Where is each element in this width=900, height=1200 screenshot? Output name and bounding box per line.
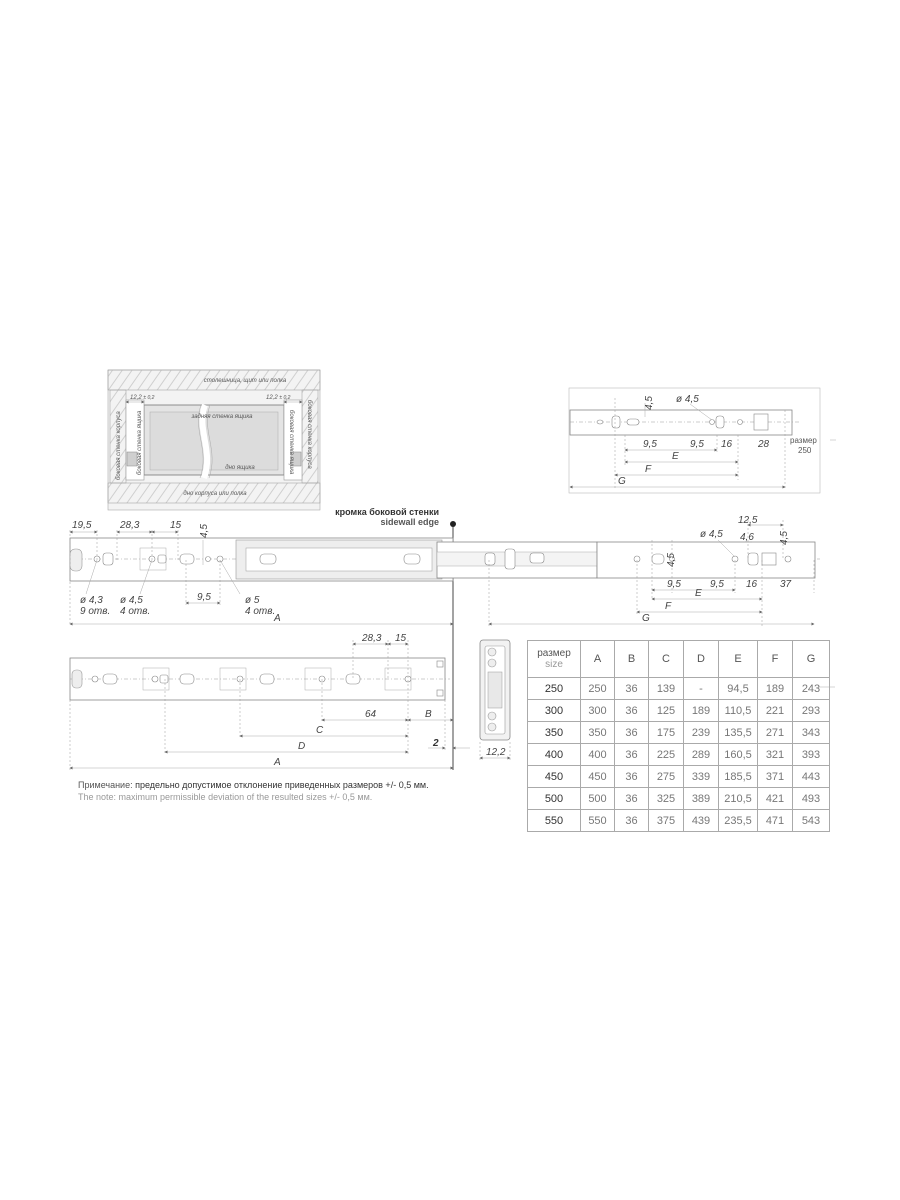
table-cell: 400	[581, 744, 615, 766]
table-cell: 439	[684, 810, 719, 832]
gap-left-label: 12,2 ± 0,2	[130, 395, 155, 401]
table-header-size-ru: размер	[537, 648, 571, 659]
dim-4-6: 4,6	[740, 532, 754, 543]
detail-dim-E: E	[672, 451, 679, 462]
table-cell: 36	[615, 722, 649, 744]
detail-dim-9-5-a: 9,5	[643, 439, 657, 450]
table-header-a: A	[581, 641, 615, 678]
table-row	[528, 678, 830, 700]
dim-dia-5: ø 5	[245, 595, 260, 606]
dim-28-3: 28,3	[120, 520, 140, 531]
table-cell: 389	[684, 788, 719, 810]
table-cell: 289	[684, 744, 719, 766]
detail-dim-G: G	[618, 476, 626, 487]
table-cell: 189	[758, 678, 793, 700]
table-cell: 36	[615, 788, 649, 810]
table-cell-size: 450	[528, 766, 581, 788]
note-en-text: maximum permissible deviation of the resulted sizes +/- 0,5 мм.	[118, 792, 373, 802]
drawer-side-right-label: боковая стенка ящика	[288, 410, 294, 475]
table-cell: 175	[649, 722, 684, 744]
detail-dim-9-5-b: 9,5	[690, 439, 704, 450]
table-cell: 443	[793, 766, 830, 788]
table-cell: 36	[615, 766, 649, 788]
table-row	[528, 744, 830, 766]
table-cell: 421	[758, 788, 793, 810]
table-header-g: G	[793, 641, 830, 678]
table-cell-size: 500	[528, 788, 581, 810]
size-table	[527, 640, 830, 832]
detail-dim-28: 28	[758, 439, 770, 450]
table-row	[528, 722, 830, 744]
detail-size-250	[569, 388, 836, 493]
sidewall-label-en: sidewall edge	[380, 517, 439, 527]
table-cell: 185,5	[719, 766, 758, 788]
dim-F-top: F	[665, 601, 672, 612]
table-cell-size: 300	[528, 700, 581, 722]
table-header-c: C	[649, 641, 684, 678]
table-cell: 550	[581, 810, 615, 832]
table-cell: 271	[758, 722, 793, 744]
table-header-size-en: size	[545, 659, 563, 670]
table-cell: 275	[649, 766, 684, 788]
table-cell: 125	[649, 700, 684, 722]
dim-9-holes: 9 отв.	[80, 606, 111, 617]
detail-dim-4-5: 4,5	[644, 396, 655, 410]
detail-dim-dia-4-5: ø 4,5	[676, 394, 699, 405]
lower-dim-gap: 2	[433, 738, 439, 749]
lower-dim-A: A	[274, 757, 281, 768]
table-header-e: E	[719, 641, 758, 678]
tolerance-note	[78, 779, 429, 803]
dim-E-top: E	[695, 588, 702, 599]
cabinet-bottom-label: дно корпуса или полка	[183, 491, 247, 497]
table-cell: 300	[581, 700, 615, 722]
dim-A-top: A	[274, 613, 281, 624]
slide-side-view	[70, 515, 820, 626]
table-cell: 210,5	[719, 788, 758, 810]
table-cell: 250	[581, 678, 615, 700]
rail-lower-view	[70, 633, 470, 770]
dim-9-5-left: 9,5	[197, 592, 211, 603]
table-cell: 543	[793, 810, 830, 832]
profile-width: 12,2	[486, 747, 506, 758]
lower-dim-B: B	[425, 709, 432, 720]
table-cell: 321	[758, 744, 793, 766]
lower-dim-28-3: 28,3	[362, 633, 382, 644]
table-cell: 471	[758, 810, 793, 832]
table-cell: 94,5	[719, 678, 758, 700]
drawer-bottom-label: дно ящика	[225, 465, 255, 471]
lower-dim-C: C	[316, 725, 324, 736]
rail-profile	[480, 640, 510, 762]
table-header-row	[528, 641, 830, 678]
table-header-b: B	[615, 641, 649, 678]
dim-9-5-right-a: 9,5	[667, 579, 681, 590]
drawer-side-left-label: боковая стенка ящика	[137, 410, 143, 475]
note-ru-text: предельно допустимое отклонение приведенных размеров +/- 0,5 мм.	[135, 780, 429, 790]
table-cell: 371	[758, 766, 793, 788]
table-header-d: D	[684, 641, 719, 678]
detail-size-label: размер	[790, 436, 817, 445]
table-row	[528, 788, 830, 810]
detail-size-value: 250	[798, 446, 812, 455]
dim-4-5-left: 4,5	[199, 524, 210, 538]
table-cell: 110,5	[719, 700, 758, 722]
table-cell: 325	[649, 788, 684, 810]
table-cell: 36	[615, 678, 649, 700]
lower-dim-64: 64	[365, 709, 377, 720]
note-en	[78, 791, 429, 803]
table-cell: 36	[615, 810, 649, 832]
table-cell: 293	[793, 700, 830, 722]
dim-4-holes-b: 4 отв.	[245, 606, 276, 617]
lower-dim-15: 15	[395, 633, 407, 644]
table-cell: 160,5	[719, 744, 758, 766]
table-header-size	[528, 641, 581, 678]
cabinet-top-label: столешница, щит или полка	[203, 378, 287, 384]
table-cell: 189	[684, 700, 719, 722]
table-cell: 135,5	[719, 722, 758, 744]
cabinet-side-left-label: боковая стенка корпуса	[116, 411, 122, 480]
note-en-prefix: The note:	[78, 792, 117, 802]
table-row	[528, 810, 830, 832]
table-cell: 350	[581, 722, 615, 744]
table-cell-size: 350	[528, 722, 581, 744]
lower-dim-D: D	[298, 741, 306, 752]
table-cell: 375	[649, 810, 684, 832]
table-cell: 243	[793, 678, 830, 700]
table-cell: 500	[581, 788, 615, 810]
dim-dia-4-5: ø 4,5	[120, 595, 143, 606]
table-cell: 235,5	[719, 810, 758, 832]
note-ru	[78, 779, 429, 791]
table-cell: 239	[684, 722, 719, 744]
dim-15: 15	[170, 520, 182, 531]
table-cell: 339	[684, 766, 719, 788]
detail-dim-16: 16	[721, 439, 733, 450]
gap-right-label: 12,2 ± 0,2	[266, 395, 291, 401]
dim-G-top: G	[642, 613, 650, 624]
dim-dia-4-3: ø 4,3	[80, 595, 103, 606]
dim-4-holes-a: 4 отв.	[120, 606, 151, 617]
table-cell: 225	[649, 744, 684, 766]
sidewall-label-ru: кромка боковой стенки	[335, 507, 439, 517]
table-cell-size: 550	[528, 810, 581, 832]
note-ru-prefix: Примечание:	[78, 780, 133, 790]
table-cell: 493	[793, 788, 830, 810]
dim-12-5: 12,5	[738, 515, 758, 526]
table-cell: 343	[793, 722, 830, 744]
table-cell: 36	[615, 700, 649, 722]
table-row	[528, 700, 830, 722]
cabinet-section	[108, 370, 320, 510]
table-cell-size: 400	[528, 744, 581, 766]
table-cell: -	[684, 678, 719, 700]
table-cell: 393	[793, 744, 830, 766]
cabinet-side-right-label: боковая стенка корпуса	[306, 400, 312, 469]
detail-dim-F: F	[645, 464, 652, 475]
dim-37: 37	[780, 579, 792, 590]
dim-4-5-right-b: 4,5	[779, 531, 790, 545]
table-cell: 450	[581, 766, 615, 788]
table-cell: 36	[615, 744, 649, 766]
back-wall-label: задняя стенка ящика	[191, 414, 253, 420]
table-cell: 221	[758, 700, 793, 722]
dim-19-5: 19,5	[72, 520, 92, 531]
table-cell: 139	[649, 678, 684, 700]
dim-16-right: 16	[746, 579, 758, 590]
dim-dia-4-5-right: ø 4,5	[700, 529, 723, 540]
table-header-f: F	[758, 641, 793, 678]
table-row	[528, 766, 830, 788]
dim-4-5-right-a: 4,5	[666, 553, 677, 567]
table-cell-size: 250	[528, 678, 581, 700]
dim-9-5-right-b: 9,5	[710, 579, 724, 590]
